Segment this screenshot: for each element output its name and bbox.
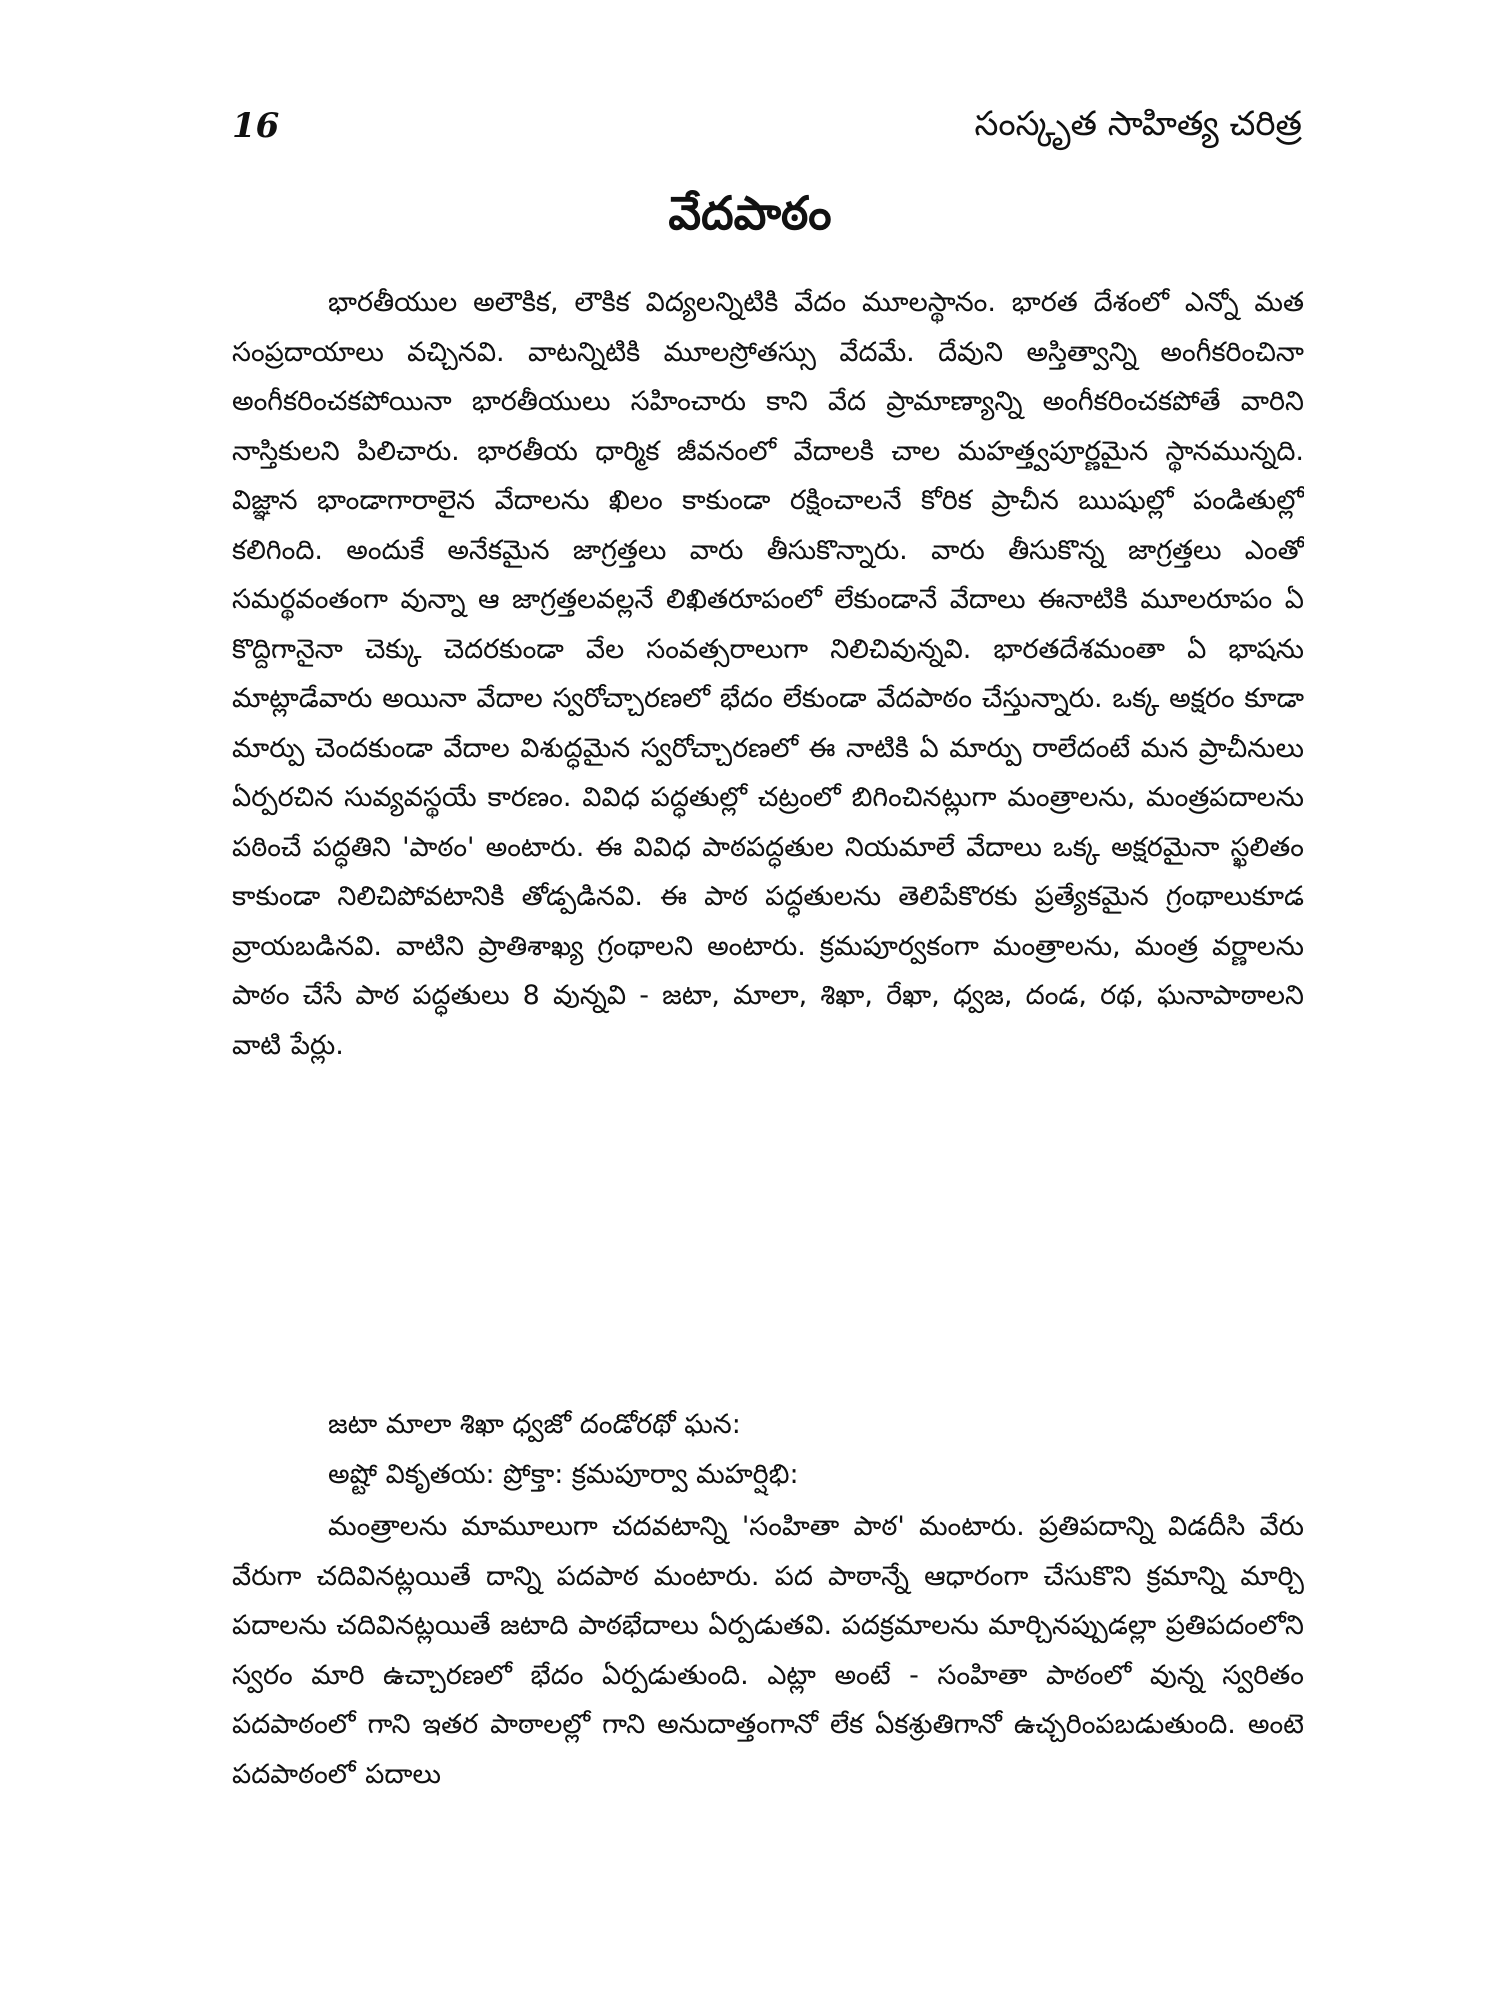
page-number: 16 [232,106,280,146]
paragraph-2-text: మంత్రాలను మామూలుగా చదవటాన్ని 'సంహితా పాఠ' మంటారు. ప్రతిపదాన్ని విడదీసి వేరు వేరుగా చదివినట్లయితే దాన్ని పదపాఠ మంటారు. పద పాఠాన్నే ఆధారంగా చేసుకొని క్రమాన్ని మార్చి పదాలను చదివినట్లయితే జటాది పాఠభేదాలు ఏర్పడుతవి. పదక్రమాలను మార్చినప్పుడల్లా ప్రతిపదంలోని స్వరం మారి ఉచ్చారణలో భేదం ఏర్పడుతుంది. ఎట్లా అంటే - సంహితా పాఠంలో వున్న స్వరితం పదపాఠంలో గాని ఇతర పాఠాలల్లో గాని అనుదాత్తంగానో లేక ఏకశ్రుతిగానో ఉచ్చరింపబడుతుంది. అంటె పదపాఠంలో పదాలు [232,1511,1304,1790]
paragraph-2 [232,1502,1304,1922]
verse-line: జటా మాలా శిఖా ధ్వజో దండోరథో ఘన: [328,1409,741,1440]
verse-line: అష్టో వికృతయ: ప్రోక్తా: క్రమపూర్వా మహర్షిభి: [328,1459,799,1490]
paragraph-1 [232,278,1304,1394]
paragraph-1-text: భారతీయుల అలౌకిక, లౌకిక విద్యలన్నిటికి వేదం మూలస్థానం. భారత దేశంలో ఎన్నో మత సంప్రదాయాలు వచ్చినవి. వాటన్నిటికి మూలస్రోతస్సు వేదమే. దేవుని అస్తిత్వాన్ని అంగీకరించినా అంగీకరించకపోయినా భారతీయులు సహించారు కాని వేద ప్రామాణ్యాన్ని అంగీకరించకపోతే వారిని నాస్తికులని పిలిచారు. భారతీయ ధార్మిక జీవనంలో వేదాలకి చాల మహత్త్వపూర్ణమైన స్థానమున్నది. విజ్ఞాన భాండాగారాలైన వేదాలను ఖిలం కాకుండా రక్షించాలనే కోరిక ప్రాచీన ఋషుల్లో పండితుల్లో కలిగింది. అందుకే అనేకమైన జాగ్రత్తలు వారు తీసుకొన్నారు. వారు తీసుకొన్న జాగ్రత్తలు ఎంతో సమర్థవంతంగా వున్నా ఆ జాగ్రత్తలవల్లనే లిఖితరూపంలో లేకుండానే వేదాలు ఈనాటికి మూలరూపం ఏ కొద్దిగానైనా చెక్కు చెదరకుండా వేల సంవత్సరాలుగా నిలిచివున్నవి. భారతదేశమంతా ఏ భాషను మాట్లాడేవారు అయినా వేదాల స్వరోచ్చారణలో భేదం లేకుండా వేదపాఠం చేస్తున్నారు. ఒక్క అక్షరం కూడా మార్పు చెందకుండా వేదాల విశుద్ధమైన స్వరోచ్చారణలో ఈ నాటికి ఏ మార్పు రాలేదంటే మన ప్రాచీనులు ఏర్పరచిన సువ్యవస్థయే కారణం. వివిధ పద్ధతుల్లో చట్రంలో బిగించినట్లుగా మంత్రాలను, మంత్రపదాలను పఠించే పద్ధతిని 'పాఠం' అంటారు. ఈ వివిధ పాఠపద్ధతుల నియమాలే వేదాలు ఒక్క అక్షరమైనా స్ఖలితం కాకుండా నిలిచిపోవటానికి తోడ్పడినవి. ఈ పాఠ పద్ధతులను తెలిపేకొరకు ప్రత్యేకమైన గ్రంథాలుకూడ వ్రాయబడినవి. వాటిని ప్రాతిశాఖ్య గ్రంథాలని అంటారు. క్రమపూర్వకంగా మంత్రాలను, మంత్ర వర్ణాలను పాఠం చేసే పాఠ పద్ధతులు 8 వున్నవి - జటా, మాలా, శిఖా, రేఖా, ధ్వజ, దండ, రథ, ఘనాపాఠాలని వాటి పేర్లు. [232,287,1304,1061]
running-head: సంస్కృత సాహిత్య చరిత్ర [974,104,1302,144]
chapter-title: వేదపాఠం [668,186,832,240]
page-header [232,100,1302,160]
verse-block [328,1400,1228,1500]
